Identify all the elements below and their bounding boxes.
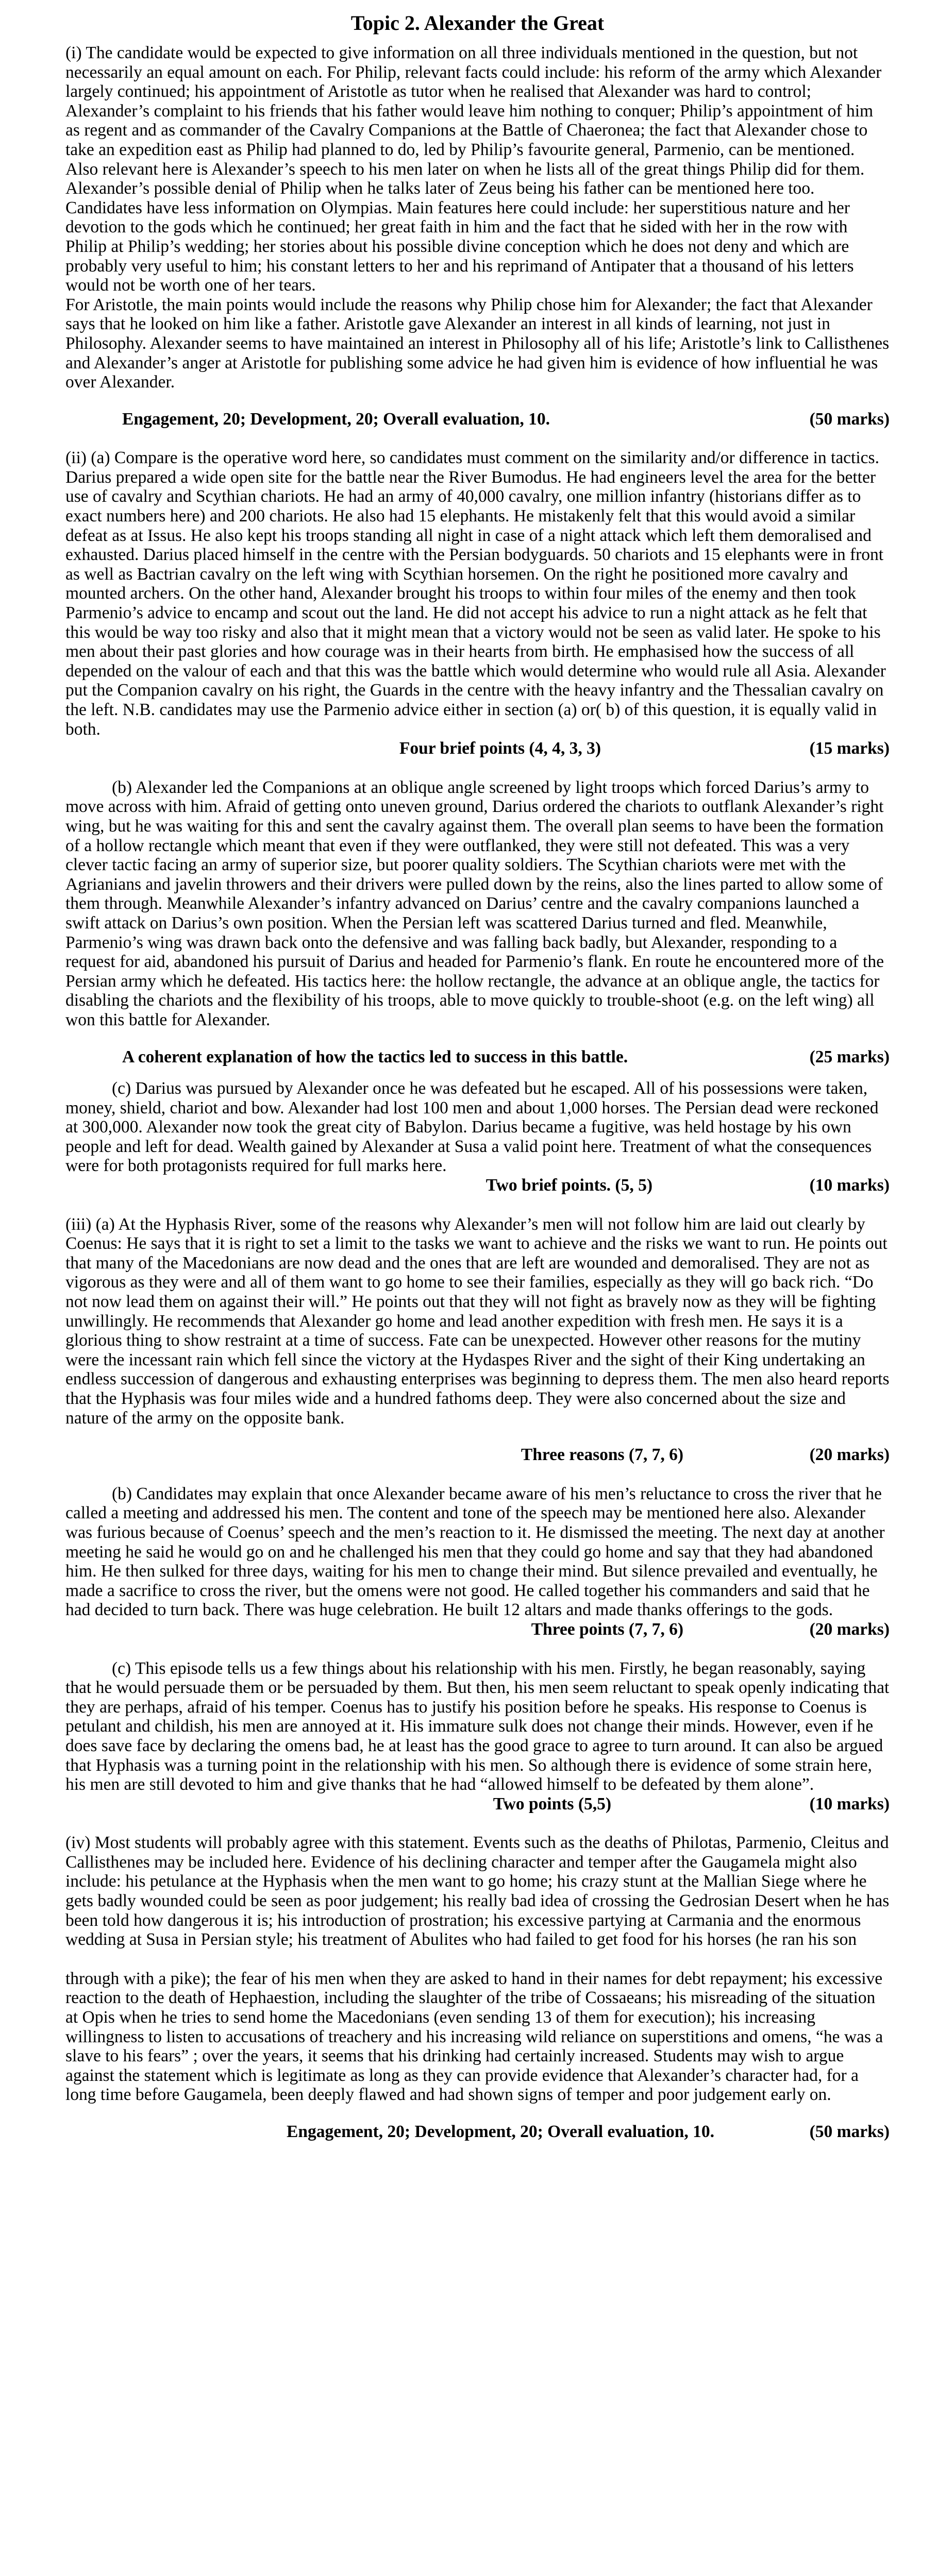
page-title: Topic 2. Alexander the Great	[350, 11, 605, 35]
q2c-mark-label: Two brief points. (5, 5)	[486, 1176, 652, 1195]
q3a-mark-points: (20 marks)	[809, 1445, 890, 1465]
q4-mark-points: (50 marks)	[809, 2122, 890, 2141]
q4-mark-scheme	[65, 2122, 890, 2142]
q3b-mark-label: Three points (7, 7, 6)	[531, 1619, 683, 1639]
q3c-mark-points: (10 marks)	[809, 1794, 890, 1814]
q1-mark-scheme	[65, 410, 890, 429]
q1-paragraph-philip: (i) The candidate would be expected to give information on all three individuals mentioned in the question, but not necessarily an equal amount on each. For Philip, relevant facts could include: his reform of the army which Alexander largely continued; his appointment of Aristotle as tutor when he realised that Alexander was hard to control; Alexander’s complaint to his friends that his father would leave him nothing to conquer; Philip’s appointment of him as regent and as commander of the Cavalry Companions at the Battle of Chaeronea; the fact that Alexander chose to take an expedition east as Philip had planned to do, led by Philip’s favourite general, Parmenio, can be mentioned. Also relevant here is Alexander’s speech to his men later on when he lists all of the great things Philip did for them. Alexander’s possible denial of Philip when he talks later of Zeus being his father can be mentioned here too.	[65, 43, 882, 198]
q4-paragraph-part2: through with a pike); the fear of his men when they are asked to hand in their names for debt repayment; his excessive reaction to the death of Hephaestion, including the slaughter of the tribe of Cossaeans; his misreading of the situation at Opis when he tries to send home the Macedonians (even sending 13 of them for execution); his increasing willingness to listen to accusations of treachery and his increasing wild reliance on superstitions and omens, “he was a slave to his fears” ; over the years, it seems that his drinking had certainly increased. Students may wish to argue against the statement which is legitimate as long as they can provide evidence that Alexander’s character had, for a long time before Gaugamela, been deeply flawed and had shown signs of temper and poor judgement early on.	[65, 1969, 883, 2105]
q2a-paragraph: (ii) (a) Compare is the operative word here, so candidates must comment on the similarity and/or difference in tactics. Darius prepared a wide open site for the battle near the River Bumodus. He had engineers level the area for the better use of cavalry and Scythian chariots. He had an army of 40,000 cavalry, one million infantry (historians differ as to exact numbers here) and 200 chariots. He also had 15 elephants. He mistakenly felt that this would avoid a similar defeat as at Issus. He also kept his troops standing all night in case of a night attack which left them demoralised and exhausted. Darius placed himself in the centre with the Persian bodyguards. 50 chariots and 15 elephants were in front as well as Bactrian cavalry on the left wing with Scythian horsemen. On the right he positioned more cavalry and mounted archers. On the other hand, Alexander brought his troops to within four miles of the enemy and then took Parmenio’s advice to encamp and scout out the land. He did not accept his advice to run a night attack as he felt that this would be way too risky and also that it might mean that a victory would not be seen as valid later. He spoke to his men about their past glories and how courage was in their hearts from birth. He emphasised how the success of all depended on the valour of each and that this was the battle which would determine who would rule all Asia. Alexander put the Companion cavalry on his right, the Guards in the centre with the heavy infantry and the Thessalian cavalry on the left. N.B. candidates may use the Parmenio advice either in section (a) or( b) of this question, it is equally valid in both.	[65, 448, 886, 739]
q2c-mark-scheme	[65, 1176, 890, 1195]
q3c-paragraph: (c) This episode tells us a few things about his relationship with his men. Firstly, he began reasonably, saying that he would persuade them or be persuaded by them. But then, his men seem reluctant to speak openly indicating that they are perhaps, afraid of his temper. Coenus has to justify his position before he speaks. His response to Coenus is petulant and childish, his men are annoyed at it. His immature sulk does not change their minds. However, even if he does save face by declaring the omens bad, he at least has the good grace to agree to turn around. It can also be argued that Hyphasis was a turning point in the relationship with his men. So although there is evidence of some strain here, his men are still devoted to him and give thanks that he had “allowed himself to be defeated by them alone”.	[65, 1658, 890, 1794]
q2b-mark-scheme	[65, 1047, 890, 1067]
q2b-mark-label: A coherent explanation of how the tactics led to success in this battle.	[122, 1047, 628, 1066]
q2b-paragraph: (b) Alexander led the Companions at an oblique angle screened by light troops which forced Darius’s army to move across with him. Afraid of getting onto uneven ground, Darius ordered the chariots to outflank Alexander’s right wing, but he was waiting for this and sent the cavalry against them. The overall plan seems to have been the formation of a hollow rectangle which meant that even if they were outflanked, they were still not defeated. This was a very clever tactic facing an army of superior size, but poorer quality soldiers. The Scythian chariots were met with the Agrianians and javelin throwers and their drivers were pulled down by the reins, also the lines parted to allow some of them through. Meanwhile Alexander’s infantry advanced on Darius’ centre and the cavalry companions launched a swift attack on Darius’s own position. When the Persian left was scattered Darius turned and fled. Meanwhile, Parmenio’s wing was drawn back onto the defensive and was falling back badly, but Alexander, responding to a request for aid, abandoned his pursuit of Darius and headed for Parmenio’s flank. En route he encountered more of the Persian army which he defeated. His tactics here: the hollow rectangle, the advance at an oblique angle, the tactics for disabling the chariots and the flexibility of his troops, able to move quickly to trouble-shoot (e.g. on the left wing) all won this battle for Alexander.	[65, 777, 884, 1029]
q2b-mark-points: (25 marks)	[809, 1047, 890, 1066]
q2a-mark-scheme	[65, 739, 890, 758]
q4-paragraph-part1: (iv) Most students will probably agree with this statement. Events such as the deaths of Philotas, Parmenio, Cleitus and Callisthenes may be included here. Evidence of his declining character and temper after the Gaugamela might also include: his petulance at the Hyphasis when the men want to go home; his crazy stunt at the Mallian Siege where he gets badly wounded could be seen as poor judgement; his really bad idea of crossing the Gedrosian Desert when he has been told how dangerous it is; his introduction of prostration; his excessive partying at Carmania and the enormous wedding at Susa in Persian style; his treatment of Abulites who had failed to get food for his horses (he ran his son	[65, 1833, 890, 1950]
q1-paragraph-olympias: Candidates have less information on Olympias. Main features here could include: her superstitious nature and her devotion to the gods which he continued; her great faith in him and the fact that he sided with her in the row with Philip at Philip’s wedding; her stories about his possible divine conception which he does not deny and which are probably very useful to him; his constant letters to her and his reprimand of Antipater that a thousand of his letters would not be worth one of her tears.	[65, 198, 854, 295]
q3b-paragraph: (b) Candidates may explain that once Alexander became aware of his men’s reluctance to cross the river that he called a meeting and addressed his men. The content and tone of the speech may be mentioned here also. Alexander was furious because of Coenus’ speech and the men’s reaction to it. He dismissed the meeting. The next day at another meeting he said he would go on and he challenged his men that they could go home and say that they had abandoned him. He then sulked for three days, waiting for his men to change their mind. But silence prevailed and eventually, he made a sacrifice to cross the river, but the omens were not good. He called together his commanders and said that he had decided to turn back. There was huge celebration. He built 12 altars and made thanks offerings to the gods.	[65, 1484, 885, 1620]
q3b-mark-scheme	[65, 1620, 890, 1639]
q3a-mark-scheme	[65, 1445, 890, 1465]
q1-mark-points: (50 marks)	[809, 409, 890, 429]
q2c-paragraph: (c) Darius was pursued by Alexander once he was defeated but he escaped. All of his possessions were taken, money, shield, chariot and bow. Alexander had lost 100 men and about 1,000 horses. The Persian dead were reckoned at 300,000. Alexander now took the great city of Babylon. Darius became a fugitive, was held hostage by his own people and left for dead. Wealth gained by Alexander at Susa a valid point here. Treatment of what the consequences were for both protagonists required for full marks here.	[65, 1079, 879, 1176]
q3a-paragraph: (iii) (a) At the Hyphasis River, some of the reasons why Alexander’s men will not follow him are laid out clearly by Coenus: He says that it is right to set a limit to the tasks we want to achieve and the risks we want to run. He points out that many of the Macedonians are now dead and the ones that are left are wounded and demoralised. They are not as vigorous as they were and all of them want to go home to see their families, especially as they will go back rich. “Do not now lead them on against their will.” He points out that they will not fight as bravely now as they will be fighting unwillingly. He recommends that Alexander go home and lead another expedition with fresh men. He says it is a glorious thing to show restraint at a time of success. Fate can be unexpected. However other reasons for the mutiny were the incessant rain which fell since the victory at the Hydaspes River and the sight of their King undertaking an endless succession of dangerous and exhausting enterprises was beginning to depress them. The men also heard reports that the Hyphasis was four miles wide and a hundred fathoms deep. They were also concerned about the size and nature of the army on the opposite bank.	[65, 1214, 890, 1428]
q3c-mark-label: Two points (5,5)	[493, 1794, 611, 1814]
q2a-mark-points: (15 marks)	[809, 739, 890, 758]
q2c-mark-points: (10 marks)	[809, 1176, 890, 1195]
q2a-mark-label: Four brief points (4, 4, 3, 3)	[399, 739, 601, 758]
q1-mark-label: Engagement, 20; Development, 20; Overall evaluation, 10.	[122, 409, 550, 429]
q4-mark-label: Engagement, 20; Development, 20; Overall evaluation, 10.	[287, 2122, 714, 2141]
q1-paragraph-aristotle: For Aristotle, the main points would include the reasons why Philip chose him for Alexander; the fact that Alexander says that he looked on him like a father. Aristotle gave Alexander an interest in all kinds of learning, not just in Philosophy. Alexander seems to have maintained an interest in Philosophy all of his life; Aristotle’s link to Callisthenes and Alexander’s anger at Aristotle for publishing some advice he had given him is evidence of how influential he was over Alexander.	[65, 295, 890, 392]
q3a-mark-label: Three reasons (7, 7, 6)	[521, 1445, 683, 1465]
q3c-mark-scheme	[65, 1794, 890, 1814]
q3b-mark-points: (20 marks)	[809, 1619, 890, 1639]
